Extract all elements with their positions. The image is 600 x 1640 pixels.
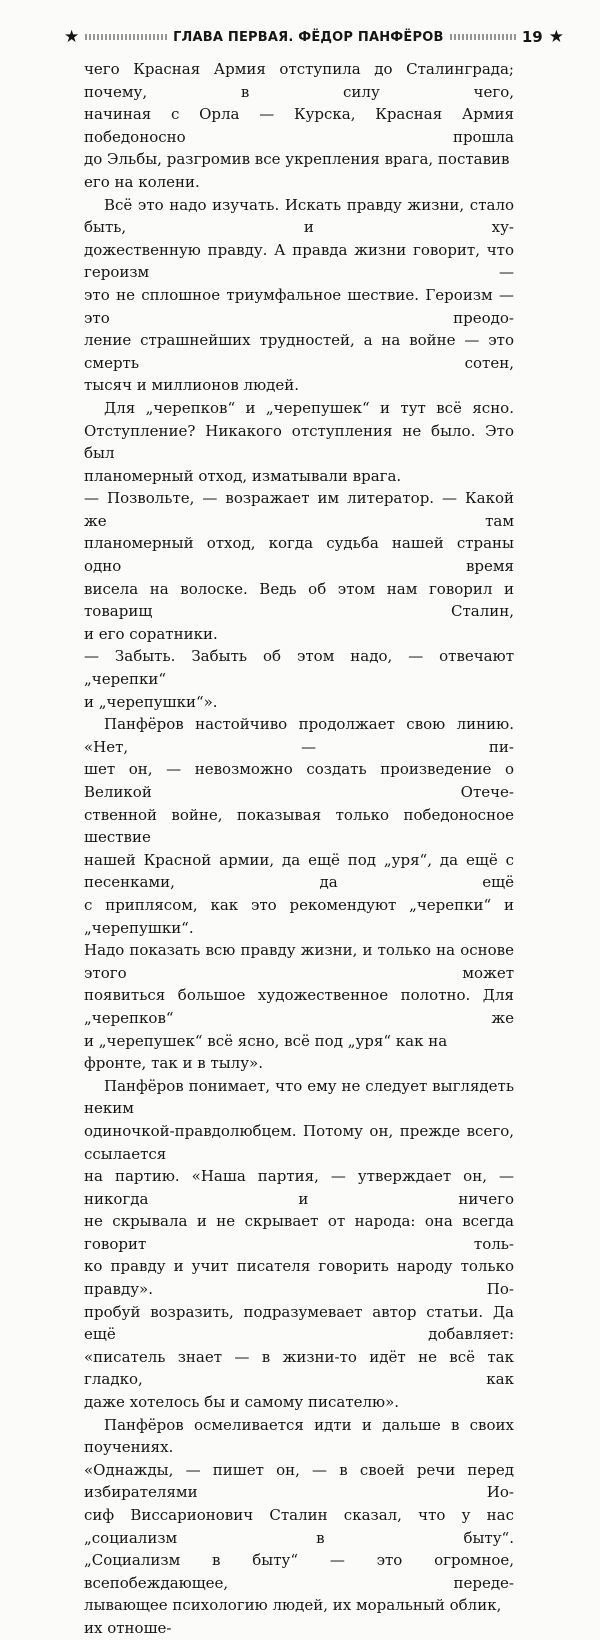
header-ornament xyxy=(85,34,167,40)
text-line: ко правду и учит писателя говорить народу только правду». По- xyxy=(84,1257,514,1299)
text-line: чего Красная Армия отступила до Сталинграда; почему, в силу чего, xyxy=(84,60,514,101)
text-line: планомерный отход, когда судьба нашей страны одно время xyxy=(84,534,514,576)
paragraph xyxy=(84,58,514,194)
text-line: и его соратники. xyxy=(84,624,218,643)
text-line: нашей Красной армии, да ещё под „уря“, да ещё с песенками, да ещё xyxy=(84,850,514,892)
paragraph xyxy=(84,713,514,1075)
text-line: висела на волоске. Ведь об этом нам говорил и товарищ Сталин, xyxy=(84,579,514,621)
paragraph xyxy=(84,1414,514,1640)
text-line: это не сплошное триумфальное шествие. Героизм — это преодо- xyxy=(84,285,514,327)
page-number: 19 xyxy=(521,28,543,46)
text-line: дожественную правду. А правда жизни говорит, что героизм — xyxy=(84,240,514,282)
text-line: начиная с Орла — Курска, Красная Армия победоносно прошла xyxy=(84,105,514,146)
text-line: Отступление? Никакого отступления не было. Это был xyxy=(84,421,514,463)
text-line: «Однажды, — пишет он, — в своей речи перед избирателями Ио- xyxy=(84,1460,514,1502)
paragraph xyxy=(84,1075,514,1414)
text-line: — Забыть. Забыть об этом надо, — отвечают „черепки“ xyxy=(84,647,514,689)
text-line: планомерный отход, изматывали врага. xyxy=(84,466,402,485)
text-line: и „черепушек“ всё ясно, всё под „уря“ как на фронте, так и в тылу». xyxy=(84,1031,448,1073)
paragraph xyxy=(84,194,514,397)
chapter-title: ГЛАВА ПЕРВАЯ. ФЁДОР ПАНФЁРОВ xyxy=(173,29,444,45)
text-line: на партию. «Наша партия, — утверждает он, — никогда и ничего xyxy=(84,1167,514,1208)
paragraph xyxy=(84,397,514,487)
text-line: одиночкой-правдолюбцем. Потому он, прежде всего, ссылается xyxy=(84,1121,514,1163)
text-line: пробуй возразить, подразумевает автор статьи. Да ещё добавляет: xyxy=(84,1302,514,1344)
text-line: появиться большое художественное полотно. Для „черепков“ же xyxy=(84,986,514,1027)
header-ornament xyxy=(450,34,516,40)
body-text xyxy=(84,58,514,1640)
text-line: лывающее психологию людей, их моральный облик, их отноше- xyxy=(84,1596,502,1637)
star-icon: ★ xyxy=(548,26,564,47)
text-line: и „черепушки“». xyxy=(84,692,218,711)
text-line: сиф Виссарионович Сталин сказал, что у нас „социализм в быту“. xyxy=(84,1506,514,1547)
text-line: Панфёров настойчиво продолжает свою линию. «Нет, — пи- xyxy=(84,715,514,756)
text-line: Для „черепков“ и „черепушек“ и тут всё ясно. xyxy=(104,398,514,417)
text-line: до Эльбы, разгромив все укрепления врага, поставив его на колени. xyxy=(84,150,510,191)
text-line: «писатель знает — в жизни-то идёт не всё так гладко, как xyxy=(84,1347,514,1389)
text-line: не скрывала и не скрывает от народа: она всегда говорит толь- xyxy=(84,1212,514,1253)
text-line: „Социализм в быту“ — это огромное, всепобеждающее, переде- xyxy=(84,1551,514,1592)
running-header xyxy=(64,26,564,48)
text-line: Всё это надо изучать. Искать правду жизни, стало быть, и ху- xyxy=(84,195,514,237)
text-line: ление страшнейших трудностей, а на войне — это смерть сотен, xyxy=(84,331,514,372)
text-line: Надо показать всю правду жизни, и только на основе этого может xyxy=(84,941,514,982)
text-line: с приплясом, как это рекомендуют „черепки“ и „черепушки“. xyxy=(84,895,514,937)
star-icon: ★ xyxy=(64,26,80,47)
text-line: — Позвольте, — возражает им литератор. — Какой же там xyxy=(84,489,514,530)
text-line: ственной войне, показывая только победоносное шествие xyxy=(84,805,514,847)
text-line: тысяч и миллионов людей. xyxy=(84,376,300,395)
text-line: Панфёров понимает, что ему не следует выглядеть неким xyxy=(84,1076,514,1118)
text-line: шет он, — невозможно создать произведение о Великой Отече- xyxy=(84,760,514,801)
paragraph xyxy=(84,645,514,713)
text-line: Панфёров осмеливается идти и дальше в своих поучениях. xyxy=(84,1415,514,1457)
text-line: даже хотелось бы и самому писателю». xyxy=(84,1393,400,1412)
paragraph xyxy=(84,487,514,645)
